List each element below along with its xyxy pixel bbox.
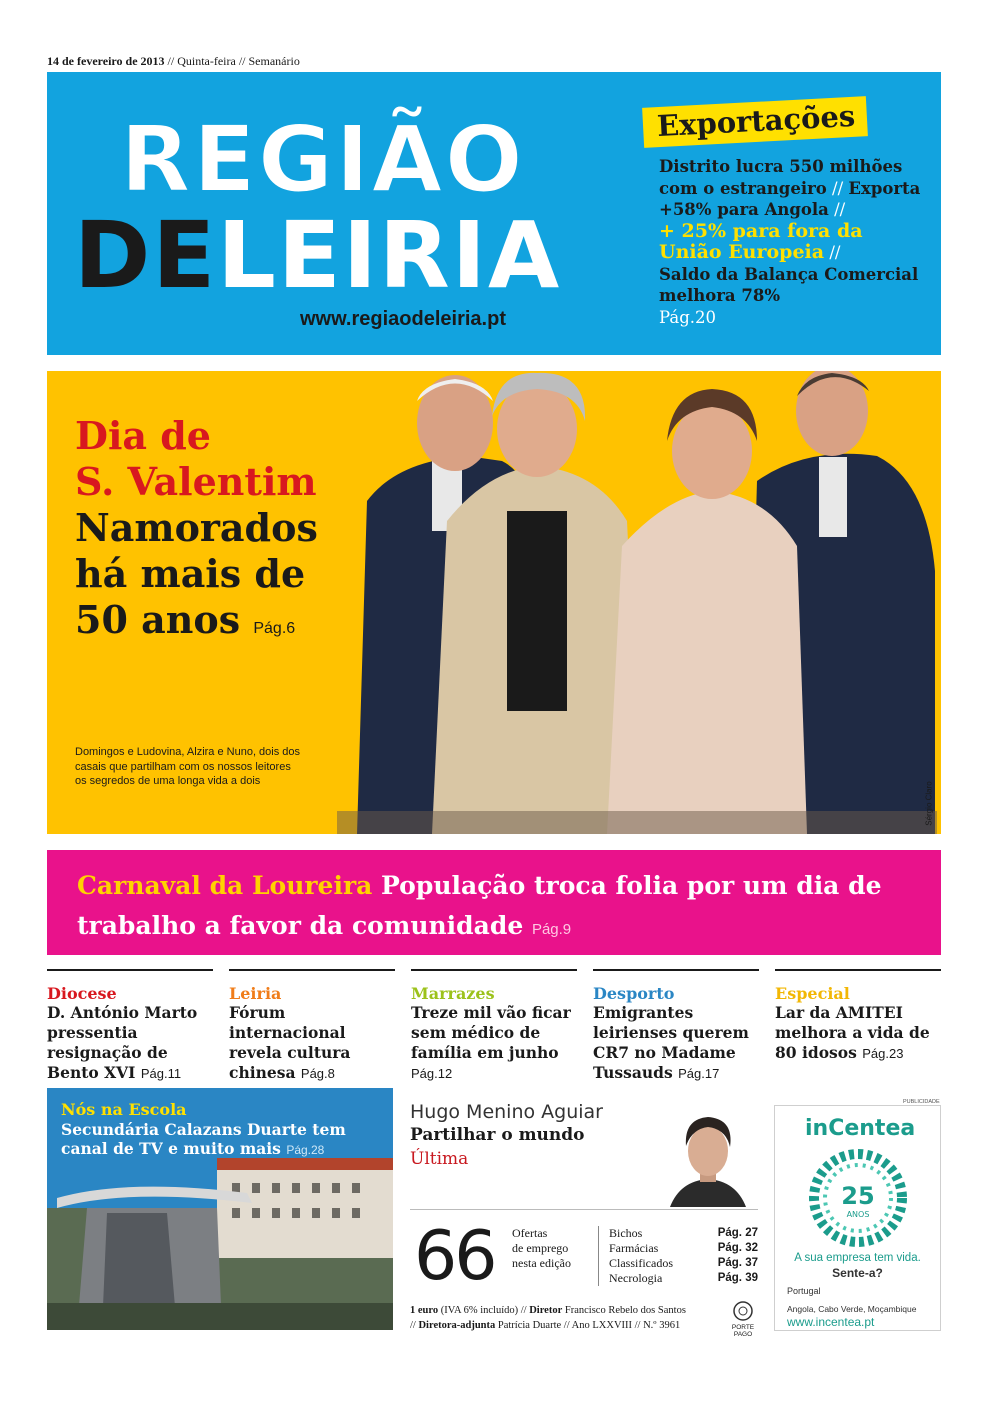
- ad-country: Portugal: [787, 1286, 821, 1296]
- teaser-page: Pág.11: [140, 1066, 182, 1081]
- teaser-headline: Lar da AMITEI melhora a vida de 80 idosos: [775, 1003, 930, 1062]
- index-label: Classificados: [609, 1256, 673, 1270]
- teaser-headline: Fórum internacional revela cultura chinesa: [229, 1003, 351, 1082]
- logo-de: DE: [74, 202, 218, 309]
- teaser-leiria[interactable]: [229, 969, 395, 1084]
- exports-item-2: Exporta +58% para Angola: [659, 178, 921, 219]
- banner-text: [77, 866, 911, 950]
- ad-url[interactable]: www.incentea.pt: [787, 1315, 875, 1329]
- deputy-name: Patrícia Duarte // Ano LXXVIII // N.º 3961: [495, 1320, 681, 1331]
- teaser-headline-row: [593, 1003, 759, 1084]
- feature-kicker-1: Dia de: [75, 413, 211, 458]
- exports-page: Pág.20: [659, 307, 717, 327]
- banner-headline: População troca folia por um dia de trabalho a favor da comunidade: [77, 871, 882, 940]
- photo-credit: Sérgio Claro: [924, 781, 934, 826]
- banner-highlight: Carnaval da Loureira: [77, 871, 373, 900]
- jobs-label-1: Ofertas: [512, 1226, 548, 1240]
- section-index: [598, 1226, 758, 1286]
- incentea-ad[interactable]: [774, 1105, 941, 1331]
- index-label: Farmácias: [609, 1241, 659, 1255]
- badge-years: 25: [841, 1182, 875, 1210]
- imprint: [410, 1303, 725, 1333]
- issue-date: 14 de fevereiro de 2013: [47, 54, 165, 68]
- school-page: Pág.28: [286, 1143, 325, 1157]
- badge-years-label: ANOS: [846, 1210, 870, 1219]
- index-page: Pág. 32: [717, 1242, 758, 1254]
- index-row[interactable]: [609, 1226, 758, 1241]
- imprint-sep: //: [410, 1320, 419, 1331]
- author-portrait: [660, 1111, 756, 1207]
- teaser-desporto[interactable]: [593, 969, 759, 1084]
- column-author: Hugo Menino Aguiar: [410, 1101, 603, 1123]
- exports-item-4: Saldo da Balança Comercial melhora 78%: [659, 264, 919, 305]
- exports-sep-1: //: [826, 178, 849, 198]
- feature-title-1: Namorados: [75, 505, 318, 550]
- ad-brand: inCentea: [805, 1116, 916, 1141]
- feature-headline[interactable]: [75, 413, 318, 652]
- anniversary-badge: [798, 1148, 918, 1248]
- teaser-page: Pág.17: [678, 1066, 720, 1081]
- ad-tagline: A sua empresa tem vida.: [794, 1252, 921, 1264]
- jobs-index-box: [410, 1217, 760, 1296]
- opinion-column[interactable]: [410, 1095, 758, 1210]
- index-label: Necrologia: [609, 1271, 663, 1285]
- teaser-page: Pág.12: [411, 1066, 453, 1081]
- school-headline-row: [61, 1120, 381, 1160]
- column-page: Última: [410, 1149, 469, 1169]
- stamp-icon: [732, 1300, 754, 1322]
- exports-tag: [642, 96, 868, 148]
- exports-tag-label: Exportações: [656, 98, 856, 144]
- index-label: Bichos: [609, 1226, 643, 1240]
- teaser-headline: D. António Marto pressentia resignação de Bento XVI: [47, 1003, 198, 1082]
- porte-label-2: PAGO: [733, 1331, 753, 1338]
- deputy-label: Diretora-adjunta: [418, 1320, 496, 1331]
- teaser-category: Especial: [775, 984, 850, 1003]
- issue-weekday: // Quinta-feira // Semanário: [164, 54, 300, 68]
- teaser-category: Leiria: [229, 984, 282, 1003]
- teaser-page: Pág.23: [862, 1046, 904, 1061]
- index-page: Pág. 39: [717, 1272, 758, 1284]
- jobs-count: 66: [414, 1217, 495, 1296]
- porte-label-1: PORTE: [731, 1324, 755, 1331]
- site-url[interactable]: www.regiaodeleiria.pt: [300, 308, 506, 330]
- feature-kicker-2: S. Valentim: [75, 459, 317, 504]
- ad-question: Sente-a?: [832, 1266, 883, 1280]
- carnaval-banner[interactable]: [47, 850, 941, 955]
- jobs-label-3: nesta edição: [512, 1256, 571, 1270]
- index-row[interactable]: [609, 1241, 758, 1256]
- jobs-label-2: de emprego: [512, 1241, 569, 1255]
- teaser-especial[interactable]: [775, 969, 941, 1064]
- banner-page: Pág.9: [531, 921, 572, 938]
- teaser-marrazes[interactable]: [411, 969, 577, 1084]
- exports-sep-2: //: [828, 200, 846, 219]
- teaser-headline: Emigrantes leirienses querem CR7 no Madame Tussauds: [593, 1003, 749, 1082]
- teaser-headline-row: [411, 1003, 577, 1084]
- price: 1 euro: [410, 1305, 439, 1316]
- valentine-feature[interactable]: [47, 371, 941, 834]
- exports-item-1: Distrito lucra 550 milhões com o estrangeiro: [659, 157, 903, 198]
- index-row[interactable]: [609, 1271, 758, 1286]
- teaser-headline: Treze mil vão ficar sem médico de família em junho: [411, 1003, 571, 1062]
- feature-title-3: 50 anos: [75, 597, 241, 642]
- exports-text[interactable]: [659, 156, 931, 328]
- teaser-headline-row: [229, 1003, 395, 1084]
- index-page: Pág. 37: [717, 1257, 758, 1269]
- teaser-category: Marrazes: [411, 984, 495, 1003]
- teaser-page: Pág.8: [300, 1066, 335, 1081]
- porte-pago-stamp: [728, 1300, 758, 1338]
- teaser-headline-row: [47, 1003, 213, 1084]
- school-headline: Secundária Calazans Duarte tem canal de TV e muito mais: [61, 1120, 346, 1158]
- teaser-category: Desporto: [593, 984, 675, 1003]
- director-label: Diretor: [529, 1305, 563, 1316]
- ad-countries: Angola, Cabo Verde, Moçambique: [787, 1304, 917, 1314]
- ad-label: PUBLICIDADE: [903, 1099, 940, 1105]
- teaser-category: Diocese: [47, 984, 117, 1003]
- exports-sep-3: //: [824, 243, 841, 262]
- teaser-headline-row: [775, 1003, 941, 1064]
- couples-photo: [337, 371, 937, 834]
- feature-title-2: há mais de: [75, 551, 306, 596]
- school-category: Nós na Escola: [61, 1100, 187, 1119]
- logo-leiria: LEIRIA: [217, 202, 562, 309]
- logo-regiao: REGIÃO: [120, 106, 525, 213]
- director-name: Francisco Rebelo dos Santos: [562, 1305, 686, 1316]
- school-feature[interactable]: [47, 1088, 393, 1330]
- feature-title-3-row: [75, 597, 318, 652]
- feature-page: Pág.6: [253, 620, 296, 637]
- dateline: [47, 54, 300, 69]
- masthead: [47, 72, 941, 355]
- column-title: Partilhar o mundo: [410, 1125, 585, 1145]
- index-row[interactable]: [609, 1256, 758, 1271]
- teaser-diocese[interactable]: [47, 969, 213, 1084]
- jobs-label: [512, 1226, 571, 1271]
- exports-item-3: + 25% para fora da União Europeia: [659, 219, 863, 263]
- index-page: Pág. 27: [717, 1227, 758, 1239]
- vat-note: (IVA 6% incluído) //: [438, 1305, 530, 1316]
- feature-caption: Domingos e Ludovina, Alzira e Nuno, dois dos casais que partilham com os nossos leitores os segredos de uma longa vida a dois: [75, 746, 301, 787]
- logo-de-leiria: [74, 202, 562, 309]
